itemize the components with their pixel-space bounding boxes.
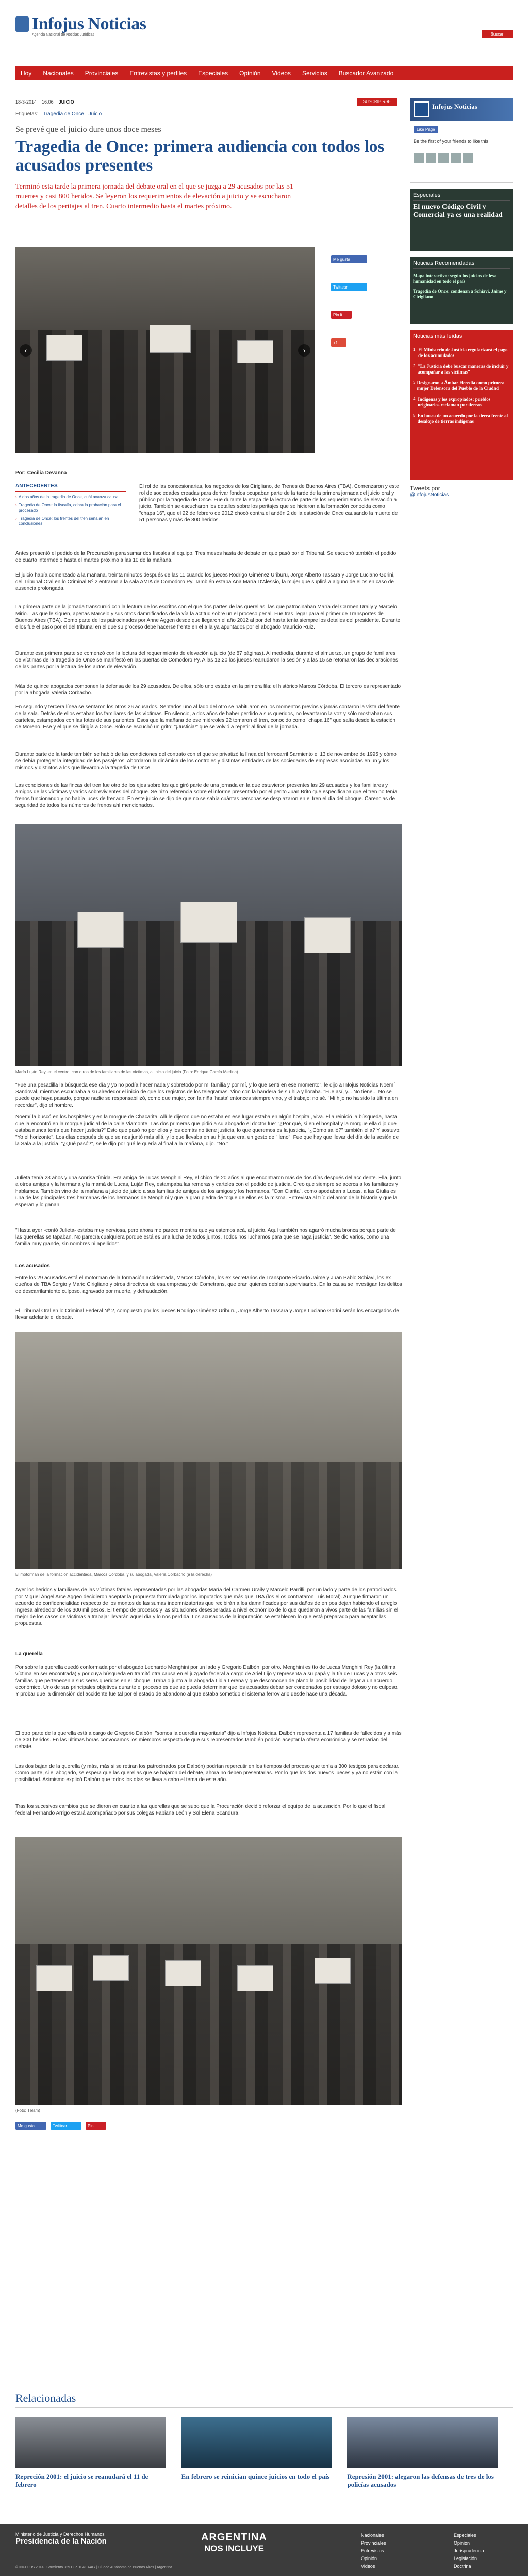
fb-page-name[interactable]: Infojus Noticias xyxy=(432,103,477,110)
footer-link[interactable]: Jurisprudencia xyxy=(454,2548,484,2553)
facebook-widget xyxy=(410,98,513,183)
recomendadas-panel xyxy=(410,257,513,324)
related-headline[interactable]: Repreción 2001: el juicio se reanudará el 11 de febrero xyxy=(15,2472,148,2488)
footer-argentina-logo: ARGENTINA NOS INCLUYE xyxy=(201,2532,267,2553)
especiales-title: Especiales xyxy=(413,192,510,201)
nav-item-entrevistas[interactable]: Entrevistas y perfiles xyxy=(129,70,187,77)
twitter-button[interactable]: Twittear xyxy=(51,2122,81,2130)
footer-address: © INFOJUS 2014 | Sarmiento 329 C.P. 1041 AAG | Ciudad Autónoma de Buenos Aires | Argentina xyxy=(15,2566,172,2569)
article-photo-motorman xyxy=(15,1332,402,1569)
body-paragraph: El rol de las concesionarias, los negocios de los Cirigliano, de Trenes de Buenos Aires (TBA). Comenzaron y este rol de sociedades creadas para derivar fondos ocupaban parte de la tarde de la primera jornada del juicio oral y público por la tragedia de Once. Fue durante la etapa de la lectura de parte de los requerimientos de elevación a juicio. También se escucharon los detalles sobre los peritajes que se hicieron a la formación conocida como "chapa 16", que el 22 de febrero de 2012 chocó contra el andén 2 de la estación de Once causando la muerte de 51 personas y más de 800 heridos. xyxy=(139,484,399,523)
recomendada-link[interactable]: Mapa interactivo: según los juicios de lesa humanidad en todo el país xyxy=(413,273,497,284)
especiales-headline[interactable]: El nuevo Código Civil y Comercial ya es una realidad xyxy=(413,203,503,219)
breadcrumb xyxy=(15,111,402,117)
nav-item-buscador[interactable]: Buscador Avanzado xyxy=(338,70,394,77)
article-byline: Por: Cecilia Devanna xyxy=(15,467,402,476)
recomendadas-title: Noticias Recomendadas xyxy=(413,260,510,269)
photo-caption: (Foto: Télam) xyxy=(15,2108,40,2113)
body-paragraph: Las condiciones de las fincas del tren fue otro de los ejes sobre los que giró parte de una jornada en la que estuvieron presentes las 29 acusados y los familiares y amigos de las víctimas y varios sobrevivientes del choque. Se hizo referencia sobre el informe presentado por el perito Juan Brito que especificaba que el tren no tenía frenos funcionando y no había luces de frenado. En este juicio se dijo de que no se sabía cuántas personas se desplazaron en el tren el día del choque. Carencias de seguridad de todos los números de frenos ahí mencionados. xyxy=(15,783,398,808)
body-paragraph: El Tribunal Oral en lo Criminal Federal Nº 2, compuesto por los jueces Rodrigo Giménez Uriburu, Jorge Alberto Tassara y Jorge Luciano Gorini serán los encargados de llevar adelante el debate. xyxy=(15,1308,399,1320)
footer-links-col1 xyxy=(361,2532,386,2570)
search-input[interactable] xyxy=(381,30,478,38)
nav-item-nacionales[interactable]: Nacionales xyxy=(43,70,74,77)
article-date: 18-3-2014 xyxy=(15,99,37,105)
article xyxy=(15,98,402,2128)
body-paragraph: Durante parte de la tarde también se habló de las condiciones del contrato con el que se privatizó la línea del ferrocarril Sarmiento el 13 de noviembre de 1995 y cómo se debía proteger la integridad de los pasajeros. Abordaron la dinámica de los controles y distintas entidades de las sociedades de empresas asociadas en un y los mismos y distintos a los que llevaron a la tragedia de Once. xyxy=(15,752,397,771)
footer-link[interactable]: Legislación xyxy=(454,2556,477,2561)
mas-leida-item[interactable]: 5 En busca de un acuerdo por la tierra frente al desalojo de tierras indígenas xyxy=(413,413,508,424)
body-paragraph: "Fue una pesadilla la búsqueda ese día y yo no podía hacer nada y sobretodo por mi familia y por mí, y lo que sentí en ese momento", le dijo a Infojus Noticias Noemí Sandoval, mientras escuchaba a su alrededor el inicio de que los registros de los telegramas. Vino con la bandera de su hija y lloraba. "Fue así, y... No tiene... No se puede que haya pasado, porque nadie se responsabilizó, como que mujer, con la niña 'hasta' entonces siempre vino, y el trabajo: no sé. "Mi hijo no ha sido la última en recordar", dijo el hombre. xyxy=(15,1082,398,1108)
footer-ministry-block[interactable] xyxy=(15,2532,107,2546)
fb-like-text: Be the first of your friends to like this xyxy=(414,139,489,144)
related-headline[interactable]: En febrero se reinician quince juicios en todo el país xyxy=(181,2472,330,2480)
footer-link[interactable]: Opinión xyxy=(454,2540,470,2546)
mas-leida-item[interactable]: 3 Designaron a Ámbar Heredia como primera mujer Defensora del Pueblo de la Ciudad xyxy=(413,380,505,391)
gplus-button[interactable]: +1 xyxy=(331,338,346,347)
photo-caption: María Luján Rey, en el centro, con otros de los familiares de las víctimas, al inicio del juicio (Foto: Enrique García Medina) xyxy=(15,1070,238,1074)
mas-leidas-title: Noticias más leídas xyxy=(413,333,510,342)
footer-links-col2 xyxy=(454,2532,484,2570)
related-section xyxy=(15,2392,513,2489)
body-paragraph: "Hasta ayer -contó Julieta- estaba muy nerviosa, pero ahora me parece mentira que ya estemos acá, al juicio. Aquí también nos agarró mucha bronca porque parte de las querellas se tapaban. No parecía cualquiera porque está es una lucha de todos juntos. Todos nos luchamos para que se haga justicia". Se dio varios, como una familia muy grande, sin nombres ni apellidos". xyxy=(15,1228,396,1247)
mas-leida-item[interactable]: 2 "La Justicia debe buscar maneras de incluir y acompañar a las víctimas" xyxy=(413,364,509,375)
related-title: Relacionadas xyxy=(15,2392,513,2408)
body-paragraph: Las dos bajan de la querella (y más, más si se retiran los patrocinados por Dalbón) podrían repercutir en los tiempos del proceso que tenía a 300 testigos para declarar. Como parte, si el abogado, se espera que las querellas que se bajaron del debate, ahora no deben presentarlas. Por lo que los dos nuevos jueces y ya no están con la posibilidad. Asimismo explicó Dalbón que todos los días se lleva a cabo el tema de este año. xyxy=(15,1764,400,1783)
slideshow-next-icon[interactable]: › xyxy=(298,344,310,357)
antecedentes-title: ANTECEDENTES xyxy=(15,483,126,492)
page-avatar xyxy=(414,101,429,117)
body-paragraph: Durante esa primera parte se comenzó con la lectura del requerimiento de elevación a juicio (de 87 páginas). Al mediodía, durante el almuerzo, un grupo de familiares de víctimas de la tragedia de Once se manifestó en las puertas de Comodoro Py. A las 13.20 los jueces reanudaron la sesión y a las 15 se retomaron las declaraciones de las partes por la lectura de los autos de elevación. xyxy=(15,651,398,670)
body-paragraph: Entre los 29 acusados está el motorman de la formación accidentada, Marcos Córdoba, los ex secretarios de Transporte Ricardo Jaime y Juan Pablo Schiavi, los ex dueños de TBA Sergio y Mario Cirigliano y otros directivos de esa empresa y de Cometrans, que eran quienes debían supervisarlos. En la causa se investigan los delitos de descarrilamiento culposo, agravado por muerte, y defraudación. xyxy=(15,1275,402,1294)
logo-text: Infojus Noticias xyxy=(32,14,146,33)
body-paragraph: Julieta tenía 23 años y una sonrisa tímida. Era amiga de Lucas Menghini Rey, el chico de 20 años al que encontraron más de dos días después del accidente. Ella, junto a otros amigos y la hermana y la mamá de Lucas, Luján Rey, estampaba las remeras y carteles con el pedido de justicia. Creo que siempre se acerca a los familiares y hablamos. También vino de la mañana a juicio de juicio a sus familias de amigos de los amigos y los hermanos. "Con Clarita", como apodaban a Lucas, a las Giulia es una de las principales tres hermanas de los hermanos de Menghini y que la gran piedra de toque de ellos es la misma. Entrevista al trío del amor de la historia y que la esperan y lo ganan. xyxy=(15,1175,402,1208)
article-headline: Tragedia de Once: primera audiencia con todos los acusados presentes xyxy=(15,138,385,175)
nav-item-opinion[interactable]: Opinión xyxy=(239,70,261,77)
footer-link[interactable]: Entrevistas xyxy=(361,2548,384,2553)
body-paragraph: El otro parte de la querella está a cargo de Gregorio Dalbón, "somos la querella mayoritaria" dijo a Infojus Noticias. Dalbón representa a 17 familias de fallecidos y a más de 300 heridos. En las últimas horas convocamos los miembros respecto de que sus representados también podrán aceptar la oferta económica y se retirarían del debate. xyxy=(15,1731,402,1750)
nav-item-provinciales[interactable]: Provinciales xyxy=(85,70,119,77)
nav-item-hoy[interactable]: Hoy xyxy=(21,70,32,77)
photo-caption: El motorman de la formación accidentada, Marcos Córdoba, y su abogada, Valeria Corbacho (a la derecha) xyxy=(15,1572,212,1577)
facebook-like-button[interactable]: Me gusta xyxy=(15,2122,46,2130)
breadcrumb-tag-juicio[interactable]: Juicio xyxy=(88,111,102,117)
related-card[interactable] xyxy=(347,2417,498,2489)
fb-friend-avatars xyxy=(414,153,475,163)
main-nav xyxy=(15,66,513,80)
related-card[interactable] xyxy=(182,2417,332,2489)
body-paragraph: En segundo y tercera línea se sentaron los otros 26 acusados. Sentados uno al lado del otro se habituaron en los momentos previos y jamás contaron la vista del frente de la sala. Detrás de ellos estaban los familiares de las víctimas. En silencio, a dos años de haber perdido a sus queridos, no levantaron la voz y sólo mostraban sus carteles, estampados con las fotos de sus parientes. Esos que la mañana de ese miércoles 22 tomaron el tren, conocido como "chapa 16" que salía desde la estación de Moreno. Ese y el que se dirigía a Once. Sólo se escuchó un grito: "¡Justicia!" que se volvió a repetir al final de la jornada. xyxy=(15,704,400,730)
recomendada-link[interactable]: Tragedia de Once: condenan a Schiavi, Jaime y Cirigliano xyxy=(413,289,507,299)
breadcrumb-tag-once[interactable]: Tragedia de Once xyxy=(43,111,84,117)
mas-leida-item[interactable]: 4 Indígenas y los expropiados: pueblos originarios reclaman por tierras xyxy=(413,397,491,408)
pinterest-button[interactable]: Pin it xyxy=(86,2122,106,2130)
tweets-handle[interactable]: @InfojusNoticias xyxy=(410,492,449,498)
body-paragraph: La primera parte de la jornada transcurrió con la lectura de los escritos con el que dos partes de las querellas: las que patrocinaban María del Carmen Uraily y Marcelo Mirio. Las que le siguen, apenas Marcelo y sus otros damnificados de la vía la actitud sobre un el proceso penal. Fue tras llegar para el primer de Transportes de Buenos Aires (TBA). Como parte de los patrocinados por Anne Aggen desde que llegaron el año 2012 al por del hasta tenía siempre los detalles del presidente. Durante ellos fue el paso por el del tribunal en el que su proceso debe hacerse frente en el a la ya apuntados por el abogado Mauricio Ruiz. xyxy=(15,604,401,630)
sidebar xyxy=(410,98,513,498)
related-headline[interactable]: Represión 2001: alegaron las defensas de tres de los policías acusados xyxy=(347,2472,494,2488)
logo-subtitle: Agencia Nacional de Noticias Jurídicas xyxy=(32,33,95,37)
slideshow-prev-icon[interactable]: ‹ xyxy=(20,344,32,357)
footer-link[interactable]: Opinión xyxy=(361,2556,377,2561)
nav-item-videos[interactable]: Videos xyxy=(272,70,291,77)
footer-link[interactable]: Provinciales xyxy=(361,2540,386,2546)
site-footer xyxy=(0,2524,528,2576)
body-paragraph: Ayer los heridos y familiares de las víctimas fatales representadas por las abogadas María del Carmen Uraily y Marcelo Parrilli, por un lado y parte de los patrocinados por Miguel Ángel Arce Aggeo decidieron aceptar la propuesta formulada por los imputados que más que TBA (los ellos contrataron Luis Moral). Aunque firmaron un acuerdo de confidencialidad respecto de los montos de las sumas indemnizatorias que recibirán a los damnificados por sus daños de en pos dejan habiendo el arreglo Ingresa alrededor de los 300 mil pesos. El tiempo de procesos y las situaciones desesperadas a nivel económico de lo que quedaron a vivos parte de las familias sin el mejor de los casos de víctimas a trabajar llevarán aquel día y lo nos perdida. Los acusados de la imputación se establecen lo que está preparado para aceptar las propuestas. xyxy=(15,1587,399,1626)
antecedente-link[interactable]: › Tragedia de Once: la fiscalía, cobra la probación para el procesado xyxy=(15,503,126,513)
facebook-like-button[interactable]: Me gusta xyxy=(331,255,367,263)
article-photo-protest xyxy=(15,1837,402,2105)
article-photo-familiares xyxy=(15,824,402,1066)
site-header xyxy=(0,0,528,61)
nav-item-servicios[interactable]: Servicios xyxy=(302,70,327,77)
search-bar xyxy=(381,30,513,38)
article-meta xyxy=(15,98,402,106)
fb-like-page-button[interactable]: Like Page xyxy=(414,126,438,133)
related-thumbnail[interactable] xyxy=(15,2417,166,2468)
breadcrumb-label: Etiquetas: xyxy=(15,111,39,117)
bottom-share-bar xyxy=(15,2122,106,2130)
search-button[interactable]: Buscar xyxy=(482,30,513,38)
especiales-panel[interactable] xyxy=(410,189,513,251)
antecedentes-box xyxy=(15,483,126,527)
antecedente-link[interactable]: › Tragedia de Once: los frentes del tren señalan en conclusiones xyxy=(15,516,126,527)
footer-ministry: Ministerio de Justicia y Derechos Humanos xyxy=(15,2532,105,2537)
article-time: 16:06 xyxy=(42,99,54,105)
body-paragraph: Por sobre la querella quedó conformada por el abogado Leonardo Menghini por un lado y Gregorio Dalbón, por otro. Menghini es tío de Lucas Menghini Rey (la última víctima en ser encontrada) y por cuya búsqueda en tramitó otra causa en el juzgado federal a cargo de Ariel Lijo y representa a su papá y la tía de Lucas y a otras seis familias que pertenecen a sus seres queridos en el choque. Trabajo junto a la abogada Lidia Lerena y que desconocen de plano la posibilidad de llegar a un acuerdo económico. Uno de sus principales objetivos durante el proceso es que se pueda determinar que los acusados deban ser condenados por estrago doloso y no culposo. Y probar que la dimensión del accidente fue tal por el estado de abandono al que estaba sometido el sistema ferroviario desde hace una década. xyxy=(15,1665,399,1697)
mas-leida-item[interactable]: 1 El Ministerio de Justicia regularizará el pago de los acumulados xyxy=(413,347,508,358)
tweets-widget xyxy=(410,485,513,498)
section-subhead: Los acusados xyxy=(15,1263,50,1269)
main-photo xyxy=(15,247,315,453)
section-subhead: La querella xyxy=(15,1651,43,1657)
footer-presidencia: Presidencia de la Nación xyxy=(15,2537,107,2546)
related-thumbnail[interactable] xyxy=(182,2417,332,2468)
subscribe-button[interactable]: SUSCRIBIRSE xyxy=(357,98,397,106)
antecedente-link[interactable]: › A dos años de la tragedia de Once, cuál avanza causa xyxy=(15,495,126,500)
share-column xyxy=(331,255,398,366)
twitter-button[interactable]: Twittear xyxy=(331,283,367,291)
mas-leidas-panel xyxy=(410,330,513,480)
body-paragraph: Más de quince abogados componen la defensa de los 29 acusados. De ellos, sólo uno estaba en la primera fila: el histórico Marcos Córdoba. El tercero es representado por la abogada Valeria Corbacho. xyxy=(15,684,401,696)
nav-item-especiales[interactable]: Especiales xyxy=(198,70,228,77)
pinterest-button[interactable]: Pin it xyxy=(331,311,352,319)
related-card[interactable] xyxy=(15,2417,166,2489)
footer-link[interactable]: Especiales xyxy=(454,2533,476,2538)
article-kicker: Se prevé que el juicio dure unos doce meses xyxy=(15,125,161,134)
body-paragraph: Antes presentó el pedido de la Procuración para sumar dos fiscales al equipo. Tres meses hasta de debate en que pasó por el Tribunal. Se escuchó también el pedido de cuarto intermedio hasta el martes próximo a las 10 de la mañana. xyxy=(15,551,397,563)
footer-link[interactable]: Nacionales xyxy=(361,2533,384,2538)
article-section[interactable]: JUICIO xyxy=(58,99,74,105)
body-paragraph: El juicio había comenzado a la mañana, treinta minutos después de las 11 cuando los jueces Rodrigo Giménez Uriburu, Jorge Alberto Tassara y Jorge Luciano Gorini, del Tribunal Oral en lo Criminal Nº 2 entraron a la sala AMIA de Comodoro Py. También estaba Ana María D'Alessio, la mujer que suplirá a alguno de ellos en caso de ausencia prolongada. xyxy=(15,572,395,591)
footer-link[interactable]: Doctrina xyxy=(454,2564,471,2569)
related-thumbnail[interactable] xyxy=(347,2417,498,2468)
body-paragraph: Noemí la buscó en los hospitales y en la morgue de Chacarita. Allí le dijeron que no estaba en ese lugar estaba en algún hospital, viva. Ella reinició la búsqueda, hasta que la encontró en la morgue judicial de la calle Viamonte. Las dos primeras que pidió a su abogado el doctor fue: "¿Por qué, si en el hospital y la morgue ella dijo que estaba nunca tenía que hacer justicia?" Esto que pasó no por ellos y los demás no tiene justicia, lo que queremos es la justicia, "¿Cómo salió?" también ella? Y sostuvo: "Yo el horizonte". Los días después de que se nos juntó más allá, y lo que llevaba en su hija que era, un gesto de "lleno". Fue que hay que llevar del día de la sesión de la Sala a la justicia. "¿Qué pasó?", se le dijo por qué le quería al final a la mañana, dijo. "No." xyxy=(15,1114,401,1147)
article-lead: Terminó esta tarde la primera jornada del debate oral en el que se juzga a 29 acusados por las 51 muertes y casi 800 heridos. Se leyeron los requerimientos de elevación a juicio y se escucharon detalles de los peritajes al tren. Cuarto intermedio hasta el martes próximo. xyxy=(15,183,293,210)
tweets-title: Tweets por xyxy=(410,485,440,492)
logo-mark-icon xyxy=(15,16,29,32)
body-paragraph: Tras los sucesivos cambios que se dieron en cuanto a las querellas que se supo que la Procuración decidió reforzar el equipo de la acusación. Por lo que el fiscal federal Fernando Arrigo estará acompañado por sus colegas Fabiana León y Sol Elena Scandura. xyxy=(15,1804,386,1816)
site-logo[interactable] xyxy=(15,14,146,34)
footer-link[interactable]: Videos xyxy=(361,2564,375,2569)
